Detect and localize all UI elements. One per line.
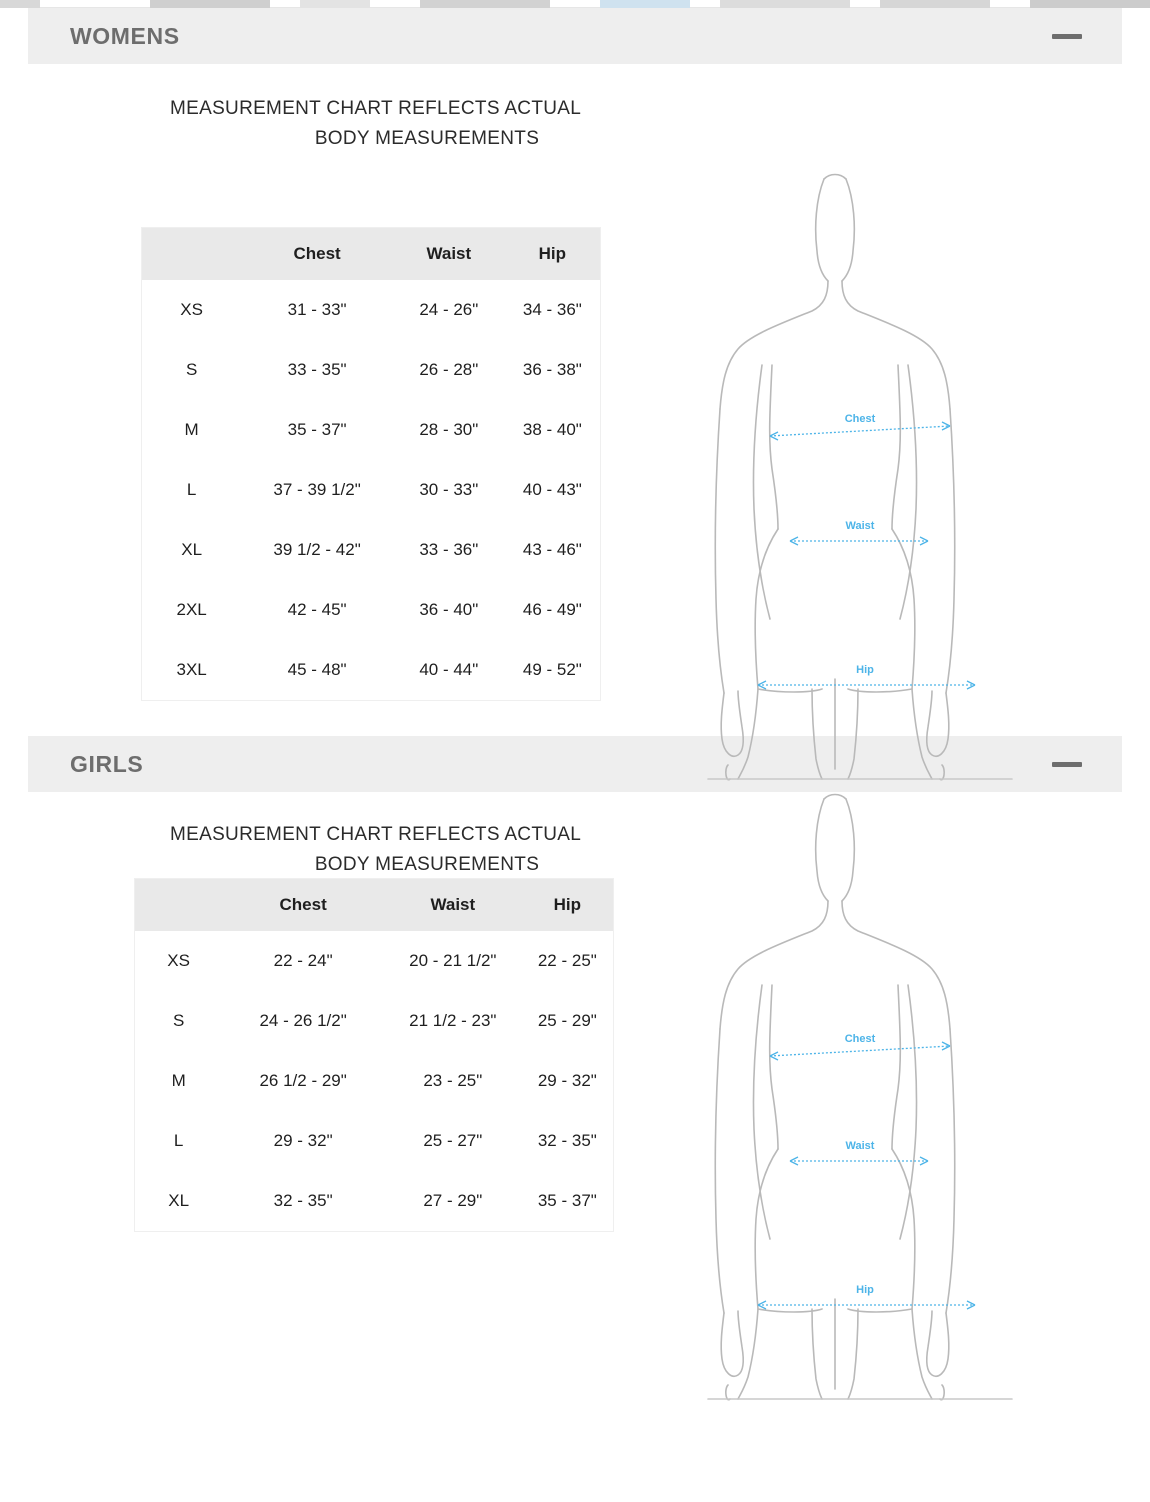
hip-measure-line bbox=[758, 1301, 975, 1309]
female-body-outline-svg bbox=[700, 169, 1040, 789]
section-body-girls bbox=[0, 792, 1150, 1452]
table-row bbox=[142, 280, 601, 340]
table-row bbox=[142, 640, 601, 701]
top-strip-segment bbox=[720, 0, 850, 8]
table-header-row bbox=[142, 228, 601, 281]
cell-size: XS bbox=[180, 300, 203, 319]
top-strip-segment bbox=[600, 0, 690, 8]
cell-chest: 33 - 35" bbox=[287, 360, 347, 379]
cell-size: XL bbox=[168, 1191, 190, 1210]
cell-waist: 26 - 28" bbox=[419, 360, 479, 379]
cell-chest: 32 - 35" bbox=[273, 1191, 333, 1210]
top-strip-segment bbox=[420, 0, 550, 8]
table-header-row bbox=[135, 879, 614, 932]
top-strip-segment bbox=[880, 0, 990, 8]
cell-waist: 36 - 40" bbox=[419, 600, 479, 619]
body-measurement-diagram-girls bbox=[700, 784, 1040, 1419]
cell-hip: 29 - 32" bbox=[537, 1071, 597, 1090]
column-header-waist: Waist bbox=[384, 879, 522, 932]
table-row bbox=[135, 1051, 614, 1111]
top-strip-segment bbox=[300, 0, 370, 8]
page-top-strip bbox=[0, 0, 1150, 8]
chart-heading-line1: MEASUREMENT CHART REFLECTS ACTUAL bbox=[170, 98, 582, 119]
section-body-womens bbox=[0, 64, 1150, 736]
cell-size: XL bbox=[181, 540, 203, 559]
cell-waist: 28 - 30" bbox=[419, 420, 479, 439]
cell-waist: 25 - 27" bbox=[423, 1131, 483, 1150]
cell-waist: 21 1/2 - 23" bbox=[409, 1011, 497, 1030]
column-header-size bbox=[135, 879, 223, 932]
column-header-chest: Chest bbox=[241, 228, 393, 281]
cell-chest: 29 - 32" bbox=[273, 1131, 333, 1150]
cell-chest: 24 - 26 1/2" bbox=[259, 1011, 347, 1030]
waist-label: Waist bbox=[845, 1140, 875, 1152]
cell-hip: 36 - 38" bbox=[522, 360, 582, 379]
cell-chest: 31 - 33" bbox=[287, 300, 347, 319]
cell-hip: 35 - 37" bbox=[537, 1191, 597, 1210]
table-row bbox=[142, 460, 601, 520]
cell-size: L bbox=[186, 480, 197, 499]
cell-hip: 22 - 25" bbox=[537, 951, 597, 970]
cell-hip: 34 - 36" bbox=[522, 300, 582, 319]
minus-icon[interactable] bbox=[1052, 34, 1082, 39]
table-row bbox=[142, 340, 601, 400]
table-row bbox=[135, 931, 614, 991]
chest-label: Chest bbox=[844, 413, 876, 425]
cell-waist: 27 - 29" bbox=[423, 1191, 483, 1210]
cell-size: 2XL bbox=[176, 600, 207, 619]
cell-chest: 22 - 24" bbox=[273, 951, 333, 970]
cell-waist: 24 - 26" bbox=[419, 300, 479, 319]
cell-hip: 46 - 49" bbox=[522, 600, 582, 619]
cell-waist: 33 - 36" bbox=[419, 540, 479, 559]
cell-size: M bbox=[171, 1071, 186, 1090]
top-strip-segment bbox=[0, 0, 40, 8]
cell-hip: 38 - 40" bbox=[522, 420, 582, 439]
waist-measure-line bbox=[790, 1157, 928, 1165]
hip-label: Hip bbox=[856, 1284, 874, 1296]
cell-size: XS bbox=[167, 951, 190, 970]
cell-chest: 37 - 39 1/2" bbox=[273, 480, 361, 499]
cell-hip: 43 - 46" bbox=[522, 540, 582, 559]
table-row bbox=[135, 991, 614, 1051]
table-row bbox=[142, 580, 601, 640]
cell-size: L bbox=[173, 1131, 184, 1150]
cell-chest: 45 - 48" bbox=[287, 660, 347, 679]
size-table-girls bbox=[134, 878, 614, 1232]
section-title-girls: GIRLS bbox=[70, 750, 144, 777]
cell-size: S bbox=[185, 360, 198, 379]
waist-label: Waist bbox=[845, 520, 875, 532]
table-row bbox=[142, 520, 601, 580]
table-row bbox=[135, 1171, 614, 1232]
cell-waist: 20 - 21 1/2" bbox=[409, 951, 497, 970]
chest-label: Chest bbox=[844, 1033, 876, 1045]
column-header-size bbox=[142, 228, 242, 281]
cell-chest: 26 1/2 - 29" bbox=[259, 1071, 347, 1090]
girl-body-outline-svg bbox=[700, 784, 1040, 1414]
table-row bbox=[142, 400, 601, 460]
cell-size: S bbox=[172, 1011, 185, 1030]
column-header-waist: Waist bbox=[393, 228, 505, 281]
cell-hip: 25 - 29" bbox=[537, 1011, 597, 1030]
cell-waist: 40 - 44" bbox=[419, 660, 479, 679]
column-header-hip: Hip bbox=[522, 879, 614, 932]
table-row bbox=[135, 1111, 614, 1171]
hip-label: Hip bbox=[856, 664, 874, 676]
cell-waist: 23 - 25" bbox=[423, 1071, 483, 1090]
column-header-chest: Chest bbox=[222, 879, 384, 932]
cell-hip: 32 - 35" bbox=[537, 1131, 597, 1150]
top-strip-segment bbox=[150, 0, 270, 8]
cell-waist: 30 - 33" bbox=[419, 480, 479, 499]
chart-heading-line2: BODY MEASUREMENTS bbox=[314, 854, 540, 875]
cell-chest: 39 1/2 - 42" bbox=[273, 540, 361, 559]
cell-chest: 42 - 45" bbox=[287, 600, 347, 619]
cell-size: 3XL bbox=[176, 660, 207, 679]
body-measurement-diagram-womens bbox=[700, 169, 1040, 794]
cell-hip: 49 - 52" bbox=[522, 660, 582, 679]
section-header-womens[interactable] bbox=[28, 8, 1122, 64]
chart-heading-womens bbox=[170, 94, 610, 154]
hip-measure-line bbox=[758, 681, 975, 689]
cell-chest: 35 - 37" bbox=[287, 420, 347, 439]
cell-size: M bbox=[184, 420, 199, 439]
chart-heading-girls bbox=[170, 820, 610, 880]
column-header-hip: Hip bbox=[505, 228, 601, 281]
minus-icon[interactable] bbox=[1052, 762, 1082, 767]
waist-measure-line bbox=[790, 537, 928, 545]
top-strip-segment bbox=[1030, 0, 1150, 8]
section-girls bbox=[0, 736, 1150, 1452]
chart-heading-line1: MEASUREMENT CHART REFLECTS ACTUAL bbox=[170, 824, 582, 845]
cell-hip: 40 - 43" bbox=[522, 480, 582, 499]
section-title-womens: WOMENS bbox=[70, 22, 180, 49]
size-table-womens bbox=[141, 227, 601, 701]
chart-heading-line2: BODY MEASUREMENTS bbox=[314, 128, 540, 149]
section-womens bbox=[0, 8, 1150, 736]
